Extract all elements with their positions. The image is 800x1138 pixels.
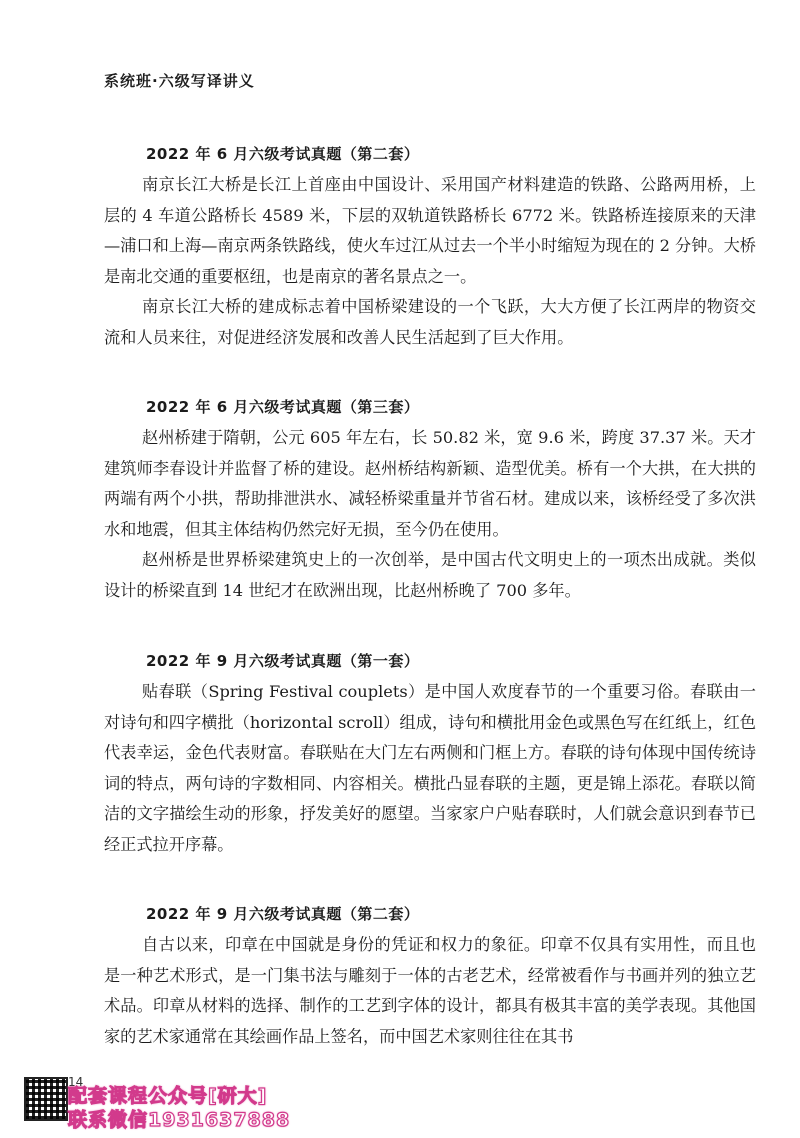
section-paragraph: 贴春联（Spring Festival couplets）是中国人欢度春节的一个重要习俗。春联由一对诗句和四字横批（horizontal scroll）组成，诗句和横批用金色或黑色写在红纸上，红色代表幸运，金色代表财富。春联贴在大门左右两侧和门框上方。春联的诗句体现中国传统诗词的特点，两句诗的字数相同、内容相关。横批凸显春联的主题，更是锦上添花。春联以简洁的文字描绘生动的形象，抒发美好的愿望。当家家户户贴春联时，人们就会意识到春节已经正式拉开序幕。 — [104, 682, 756, 854]
section-title: 2022 年 6 月六级考试真题（第二套） — [146, 145, 420, 163]
watermark-footer — [24, 1077, 324, 1133]
section-title: 2022 年 9 月六级考试真题（第二套） — [146, 905, 420, 923]
section-2022-june-set3 — [104, 396, 756, 606]
section-2022-sept-set1 — [104, 650, 756, 860]
section-title: 2022 年 6 月六级考试真题（第三套） — [146, 398, 420, 416]
section-paragraph: 南京长江大桥是长江上首座由中国设计、采用国产材料建造的铁路、公路两用桥，上层的 4 车道公路桥长 4589 米，下层的双轨道铁路桥长 6772 米。铁路桥连接原来的天津—浦口和上海—南京两条铁路线，使火车过江从过去一个半小时缩短为现在的 2 分钟。大桥是南北交通的重要枢纽，也是南京的著名景点之一。 — [104, 175, 756, 286]
section-paragraph: 南京长江大桥的建成标志着中国桥梁建设的一个飞跃，大大方便了长江两岸的物资交流和人员来往，对促进经济发展和改善人民生活起到了巨大作用。 — [104, 297, 756, 347]
page-header-title: 系统班·六级写译讲义 — [104, 72, 255, 90]
page-number: 14 — [68, 1075, 84, 1089]
section-2022-sept-set2 — [104, 903, 756, 1052]
section-paragraph: 赵州桥是世界桥梁建筑史上的一次创举，是中国古代文明史上的一项杰出成就。类似设计的桥梁直到 14 世纪才在欧洲出现，比赵州桥晚了 700 多年。 — [104, 550, 756, 600]
section-paragraph: 赵州桥建于隋朝，公元 605 年左右，长 50.82 米，宽 9.6 米，跨度 37.37 米。天才建筑师李春设计并监督了桥的建设。赵州桥结构新颖、造型优美。桥有一个大拱，在大拱的两端有两个小拱，帮助排泄洪水、减轻桥梁重量并节省石材。建成以来，该桥经受了多次洪水和地震，但其主体结构仍然完好无损，至今仍在使用。 — [104, 428, 756, 539]
section-paragraph: 自古以来，印章在中国就是身份的凭证和权力的象征。印章不仅具有实用性，而且也是一种艺术形式，是一门集书法与雕刻于一体的古老艺术，经常被看作与书画并列的独立艺术品。印章从材料的选择、制作的工艺到字体的设计，都具有极其丰富的美学表现。其他国家的艺术家通常在其绘画作品上签名，而中国艺术家则往往在其书 — [104, 935, 756, 1046]
watermark-text-line1: 配套课程公众号[研大] — [68, 1085, 268, 1107]
section-title: 2022 年 9 月六级考试真题（第一套） — [146, 652, 420, 670]
section-2022-june-set2 — [104, 143, 756, 353]
watermark-text-line2: 联系微信1931637888 — [68, 1109, 291, 1131]
qr-code-icon — [24, 1077, 68, 1121]
